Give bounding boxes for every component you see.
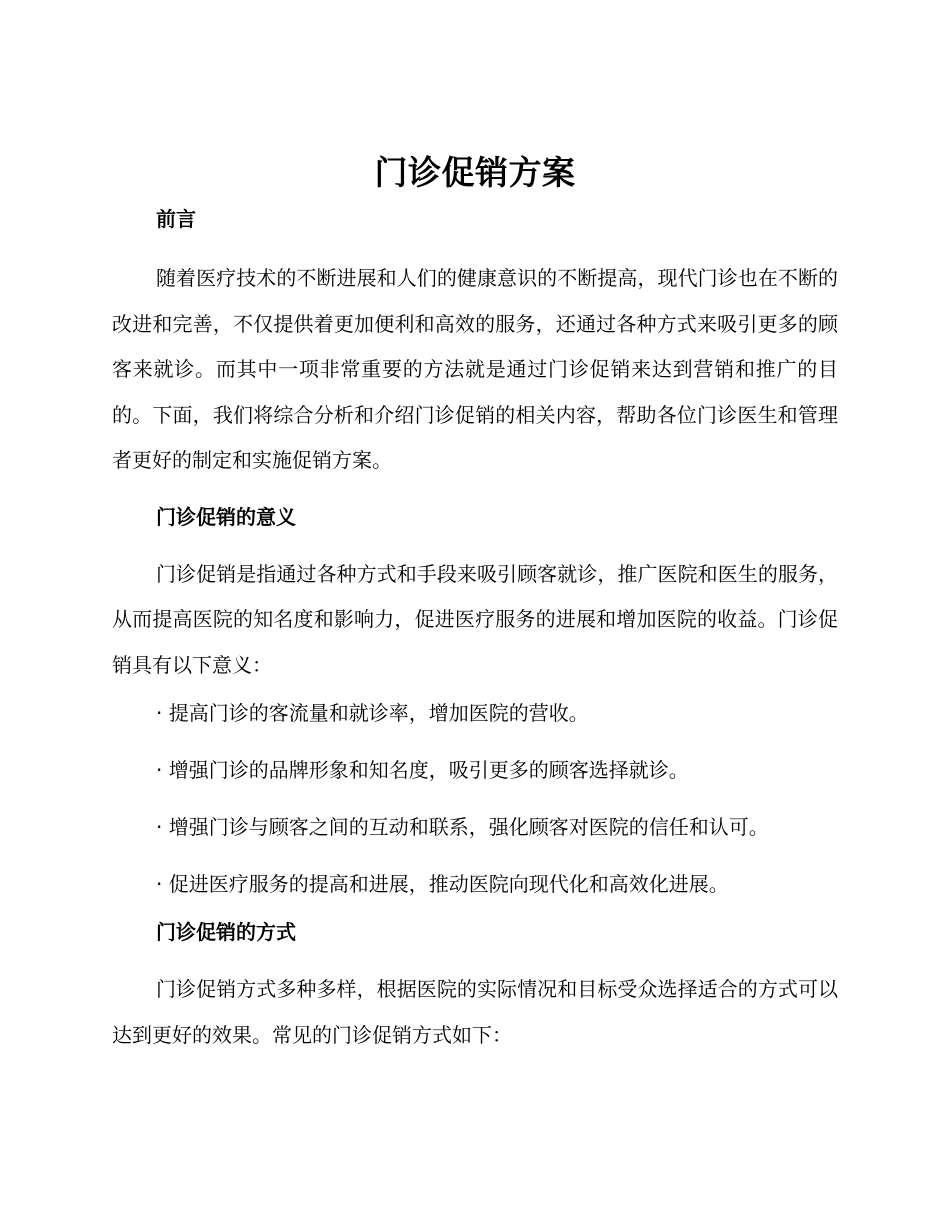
document-title: 门诊促销方案 [374, 153, 576, 192]
section-heading-methods: 门诊促销的方式 [156, 920, 296, 944]
list-item: · 提高门诊的客流量和就诊率，增加医院的营收。 [156, 701, 589, 725]
significance-bullet-list [112, 698, 838, 899]
list-item: · 增强门诊的品牌形象和知名度，吸引更多的顾客选择就诊。 [156, 758, 689, 782]
section-heading-significance: 门诊促销的意义 [156, 504, 296, 529]
section-heading-foreword: 前言 [156, 207, 196, 231]
methods-paragraph: 门诊促销方式多种多样，根据医院的实际情况和目标受众选择适合的方式可以达到更好的效果。常见的门诊促销方式如下： [112, 977, 838, 1047]
list-item: · 促进医疗服务的提高和进展，推动医院向现代化和高效化进展。 [156, 872, 729, 896]
significance-paragraph: 门诊促销是指通过各种方式和手段来吸引顾客就诊，推广医院和医生的服务，从而提高医院的知名度和影响力，促进医疗服务的进展和增加医院的收益。门诊促销具有以下意义： [112, 561, 838, 677]
foreword-paragraph: 随着医疗技术的不断进展和人们的健康意识的不断提高，现代门诊也在不断的改进和完善，不仅提供着更加便利和高效的服务，还通过各种方式来吸引更多的顾客来就诊。而其中一项非常重要的方法就是通过门诊促销来达到营销和推广的目的。下面，我们将综合分析和介绍门诊促销的相关内容，帮助各位门诊医生和管理者更好的制定和实施促销方案。 [112, 266, 838, 472]
list-item: · 增强门诊与顾客之间的互动和联系，强化顾客对医院的信任和认可。 [156, 815, 769, 839]
